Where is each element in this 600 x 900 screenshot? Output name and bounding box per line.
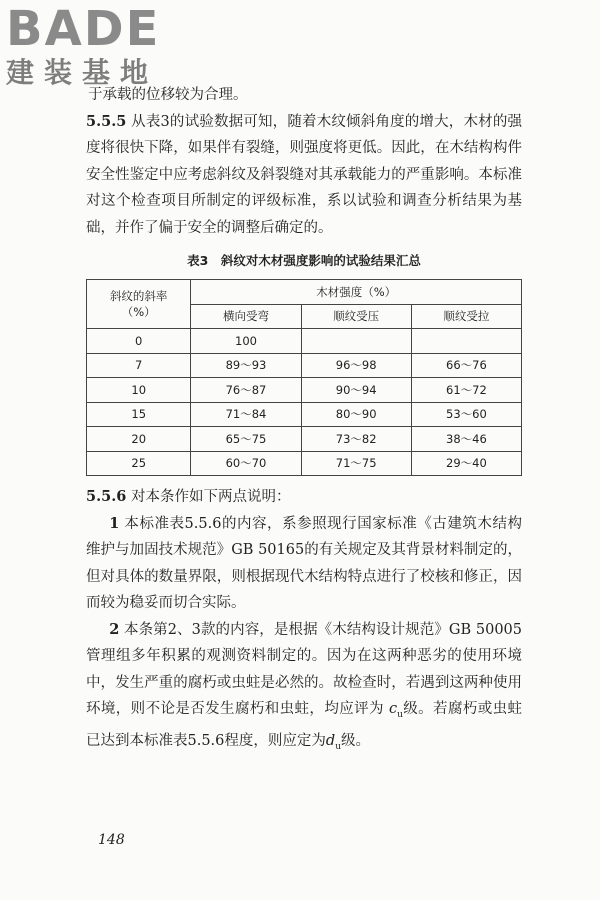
table-cell: 0 (87, 329, 191, 354)
table-row (87, 378, 522, 403)
table-row (87, 451, 522, 476)
header-group: 木材强度（%） (191, 280, 522, 305)
top-fragment: 于承载的位移较为合理。 (88, 87, 248, 103)
item-2-text: 本条第2、3款的内容，是根据《木结构设计规范》GB 50005管理组多年积累的观测资料制定的。因为在这两种恶劣的使用环境中，发生严重的腐朽或虫蛀是必然的。故检查时，若遇到这两种使用环境，则不论是否发生腐朽和虫蛀，均应评为 (86, 621, 522, 717)
table-cell (301, 329, 411, 354)
clause-5-5-6-number: 5.5.6 (86, 488, 127, 505)
table-cell: 90～94 (301, 378, 411, 403)
page-content (86, 82, 522, 761)
note-item-1 (86, 511, 522, 617)
table-cell: 53～60 (411, 402, 521, 427)
table-cell: 15 (87, 402, 191, 427)
table-cell (411, 329, 521, 354)
clause-5-5-6 (86, 484, 522, 511)
table-row (87, 402, 522, 427)
strength-table (86, 279, 522, 476)
table-cell: 29～40 (411, 451, 521, 476)
item-1-number: 1 (109, 514, 120, 532)
watermark-brand: BADE (6, 1, 161, 57)
table-cell: 71～84 (191, 402, 301, 427)
table-cell: 38～46 (411, 427, 521, 452)
table-cell: 76～87 (191, 378, 301, 403)
table-row (87, 427, 522, 452)
grade-c: c (388, 701, 398, 717)
item-2-number: 2 (109, 620, 120, 638)
clause-5-5-5-number: 5.5.5 (86, 112, 127, 130)
grade-d: d (325, 733, 336, 750)
table-row (87, 353, 522, 378)
table-cell: 20 (87, 427, 191, 452)
table-cell: 61～72 (411, 378, 521, 403)
header-rate (87, 280, 191, 329)
table-cell: 7 (87, 353, 191, 378)
table-cell: 96～98 (301, 353, 411, 378)
note-item-2 (86, 617, 522, 761)
table-cell: 73～82 (301, 427, 411, 452)
table-header-row (87, 280, 522, 305)
table-cell: 100 (191, 329, 301, 354)
header-rate-line2: （%） (121, 305, 156, 319)
watermark-logo (6, 1, 176, 90)
table-title: 表3 斜纹对木材强度影响的试验结果汇总 (187, 253, 421, 268)
table-cell: 89～93 (191, 353, 301, 378)
table-cell: 10 (87, 378, 191, 403)
clause-5-5-6-text: 对本条作如下两点说明： (130, 489, 291, 505)
table-cell: 71～75 (301, 451, 411, 476)
subheader-cell: 顺纹受压 (301, 304, 411, 329)
table-cell: 66～76 (411, 353, 521, 378)
header-rate-line1: 斜纹的斜率 (109, 289, 168, 303)
item-2-text-mid: 级。若腐朽或虫蛀已达到本标准表5.5.6程度，则应定为 (86, 701, 523, 750)
page-number: 148 (98, 832, 125, 848)
table-cell: 60～70 (191, 451, 301, 476)
clause-5-5-5 (86, 109, 522, 242)
table-cell: 65～75 (191, 427, 301, 452)
grade-d-sub: u (335, 742, 341, 753)
subheader-cell: 横向受弯 (191, 304, 301, 329)
subheader-cell: 顺纹受拉 (411, 304, 521, 329)
table-row (87, 329, 522, 354)
watermark-subtitle: 建装基地 (6, 56, 159, 89)
grade-c-sub: u (397, 709, 403, 720)
clause-5-5-5-text: 从表3的试验数据可知，随着木纹倾斜角度的增大，木材的强度将很快下降，如果伴有裂缝，则强度将更低。因此，在木结构构件安全性鉴定中应考虑斜纹及斜裂缝对其承载能力的严重影响。本标准对这个检查项目所制定的评级标准，系以试验和调查分析结果为基础，并作了偏于安全的调整后确定的。 (86, 113, 522, 236)
item-2-text-end: 级。 (341, 733, 370, 750)
table-cell: 80～90 (301, 402, 411, 427)
item-1-text: 本标准表5.5.6的内容，系参照现行国家标准《古建筑木结构维护与加固技术规范》GB 50165的有关规定及其背景材料制定的，但对具体的数量界限，则根据现代木结构特点进行了校核和修正，因而较为稳妥而切合实际。 (86, 515, 522, 611)
table-cell: 25 (87, 451, 191, 476)
